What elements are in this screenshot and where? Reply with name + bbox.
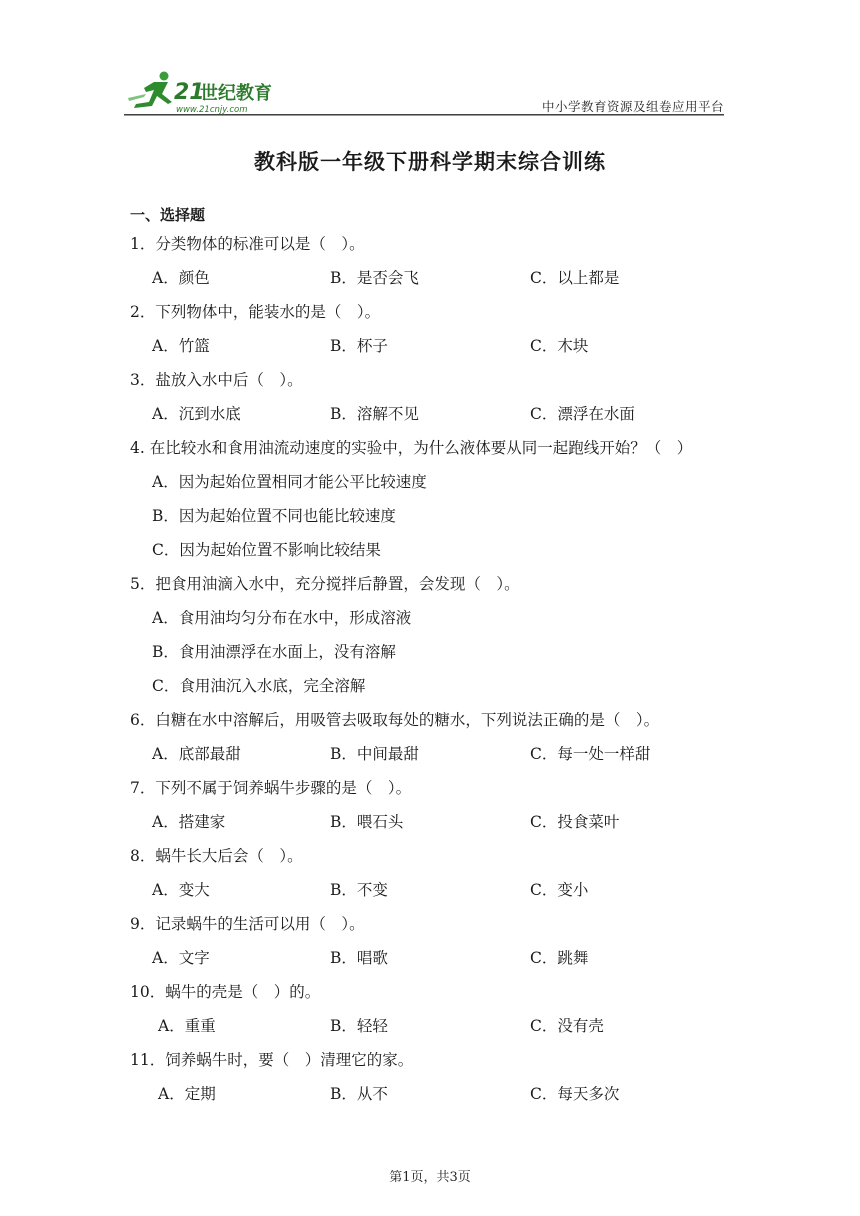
option-c: C．食用油沉入水底，完全溶解 [152, 677, 366, 695]
question-stem: 4. 在比较水和食用油流动速度的实验中，为什么液体要从同一起跑线开始？（ ） [130, 439, 693, 457]
option-a: A．竹篮 [152, 337, 210, 355]
question-stem: 9．记录蜗牛的生活可以用（ ）。 [130, 915, 365, 933]
option-c: C．因为起始位置不影响比较结果 [152, 541, 381, 559]
option-a: A．定期 [158, 1085, 216, 1103]
option-a: A．沉到水底 [152, 405, 241, 423]
question-stem: 8．蜗牛长大后会（ ）。 [130, 847, 303, 865]
option-c: C．木块 [530, 337, 589, 355]
question-stem: 7．下列不属于饲养蜗牛步骤的是（ ）。 [130, 779, 412, 797]
question-stem: 10．蜗牛的壳是（ ）的。 [130, 983, 321, 1001]
option-a: A．搭建家 [152, 813, 226, 831]
option-c: C．没有壳 [530, 1017, 604, 1035]
option-c: C．每天多次 [530, 1085, 620, 1103]
option-a: A．变大 [152, 881, 210, 899]
option-c: C．投食菜叶 [530, 813, 620, 831]
svg-text:21: 21 [174, 80, 205, 105]
header-divider [124, 114, 724, 116]
page-header [124, 64, 724, 120]
option-a: A．食用油均匀分布在水中，形成溶液 [152, 609, 412, 627]
option-b: B．溶解不见 [330, 405, 419, 423]
option-b: B．是否会飞 [330, 269, 419, 287]
platform-tagline: 中小学教育资源及组卷应用平台 [541, 99, 724, 114]
option-b: B．因为起始位置不同也能比较速度 [152, 507, 396, 525]
svg-text:世纪教育: 世纪教育 [200, 83, 272, 104]
question-stem: 5．把食用油滴入水中，充分搅拌后静置，会发现（ ）。 [130, 575, 520, 593]
option-b: B．杯子 [330, 337, 388, 355]
option-b: B．喂石头 [330, 813, 404, 831]
option-b: B．中间最甜 [330, 745, 419, 763]
question-stem: 11．饲养蜗牛时，要（ ）清理它的家。 [130, 1051, 414, 1069]
option-a: A．重重 [158, 1017, 216, 1035]
option-a: A．颜色 [152, 269, 210, 287]
option-a: A．文字 [152, 949, 210, 967]
question-stem: 1．分类物体的标准可以是（ ）。 [130, 235, 365, 253]
option-c: C．漂浮在水面 [530, 405, 635, 423]
option-c: C．每一处一样甜 [530, 745, 651, 763]
document-title: 教科版一年级下册科学期末综合训练 [254, 149, 606, 174]
option-b: B．食用油漂浮在水面上，没有溶解 [152, 643, 396, 661]
svg-text:www.21cnjy.com: www.21cnjy.com [176, 105, 248, 115]
question-stem: 6．白糖在水中溶解后，用吸管去吸取每处的糖水，下列说法正确的是（ ）。 [130, 711, 660, 729]
page-footer: 第1页，共3页 [389, 1170, 471, 1185]
question-stem: 2．下列物体中，能装水的是（ ）。 [130, 303, 381, 321]
option-b: B．唱歌 [330, 949, 388, 967]
option-c: C．变小 [530, 881, 589, 899]
option-b: B．轻轻 [330, 1017, 388, 1035]
option-a: A．因为起始位置相同才能公平比较速度 [152, 473, 427, 491]
question-stem: 3．盐放入水中后（ ）。 [130, 371, 303, 389]
site-logo [124, 68, 294, 116]
option-c: C．跳舞 [530, 949, 589, 967]
option-b: B．不变 [330, 881, 388, 899]
option-a: A．底部最甜 [152, 745, 241, 763]
option-c: C．以上都是 [530, 269, 620, 287]
option-b: B．从不 [330, 1085, 388, 1103]
section-heading: 一、选择题 [130, 206, 206, 224]
